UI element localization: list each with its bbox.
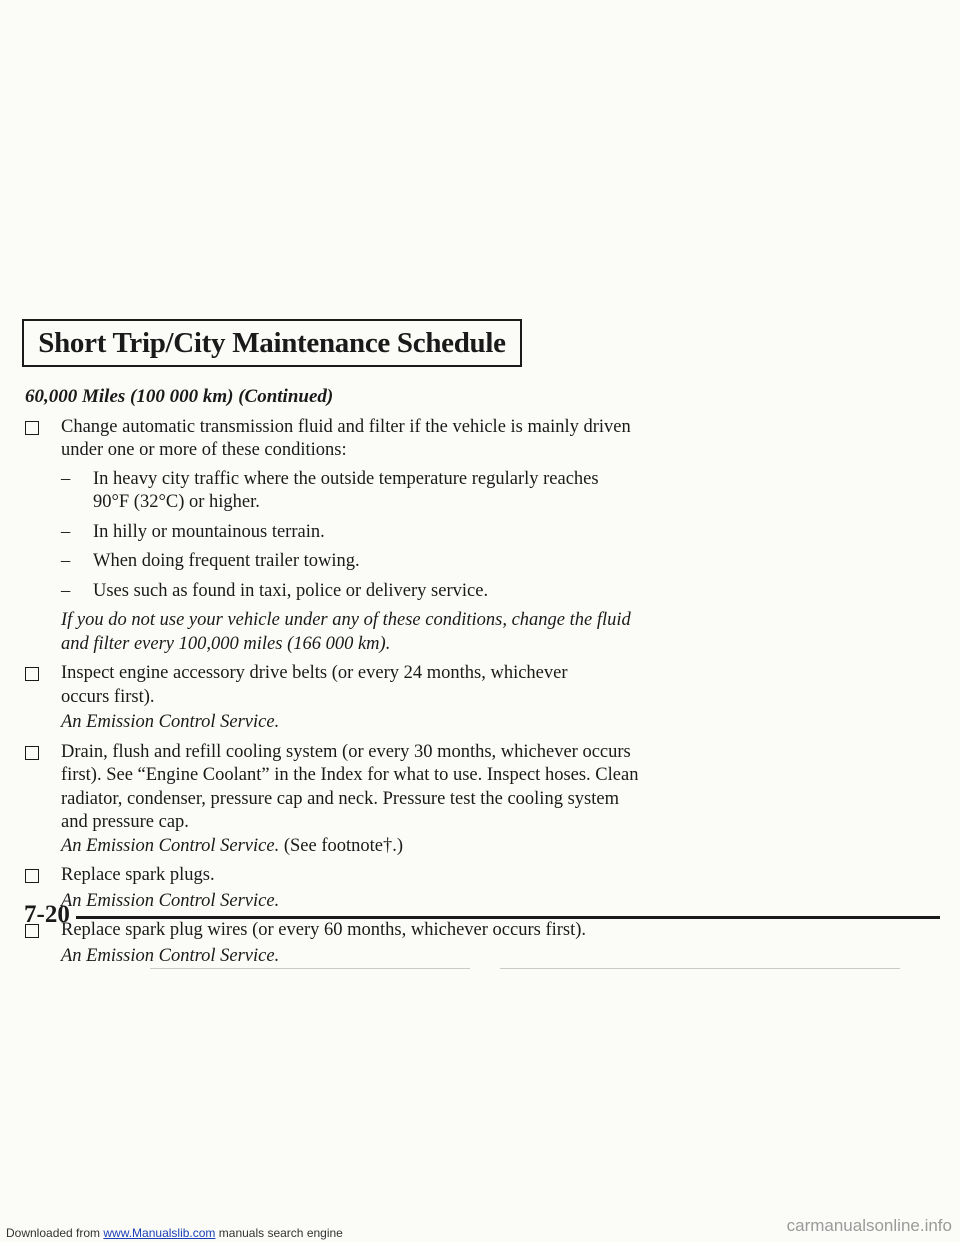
checkbox-icon[interactable]	[25, 421, 39, 435]
watermark-suffix: manuals search engine	[215, 1226, 343, 1240]
checklist-item-drive-belts	[25, 662, 925, 735]
emission-note-line	[61, 835, 925, 859]
page-footer	[24, 898, 940, 932]
condition-text: 90°F (32°C) or higher.	[93, 492, 260, 512]
item-text-line: occurs first).	[61, 686, 155, 707]
section-heading: 60,000 Miles (100 000 km) (Continued)	[25, 386, 334, 407]
item-text-line: Replace spark plug wires (or every 60 months, whichever occurs first).	[61, 920, 587, 940]
condition-list	[61, 468, 925, 604]
dash-bullet: –	[61, 521, 71, 542]
download-watermark	[6, 1226, 343, 1240]
condition-item	[61, 550, 925, 574]
checkbox-icon[interactable]	[25, 746, 39, 760]
condition-text: In heavy city traffic where the outside temperature regularly reaches	[93, 468, 599, 489]
emission-note: An Emission Control Service.	[61, 835, 280, 856]
manualslib-link[interactable]: www.Manualslib.com	[103, 1226, 216, 1240]
condition-text: When doing frequent trailer towing.	[93, 551, 360, 571]
page-title: Short Trip/City Maintenance Schedule	[38, 326, 506, 359]
emission-note: An Emission Control Service.	[61, 890, 280, 911]
footer-rule	[76, 916, 940, 919]
condition-text: Uses such as found in taxi, police or delivery service.	[93, 580, 489, 601]
item-text-line: radiator, condenser, pressure cap and neck. Pressure test the cooling system	[61, 788, 619, 809]
item-text-line: under one or more of these conditions:	[61, 440, 347, 460]
item-note: and filter every 100,000 miles (166 000 km).	[61, 633, 391, 654]
item-text-line: Change automatic transmission fluid and filter if the vehicle is mainly driven	[61, 416, 631, 437]
watermark-prefix: Downloaded from	[6, 1226, 104, 1240]
schedule-content	[25, 385, 925, 974]
page-title-box	[22, 319, 522, 367]
item-note: If you do not use your vehicle under any of these conditions, change the fluid	[61, 610, 631, 630]
item-text-line: and pressure cap.	[61, 812, 189, 832]
checkbox-icon[interactable]	[25, 869, 39, 883]
checklist-item-cooling-system	[25, 741, 925, 859]
item-text-line: Inspect engine accessory drive belts (or every 24 months, whichever	[61, 663, 568, 683]
dash-bullet: –	[61, 468, 71, 489]
checklist-item-transmission	[25, 416, 925, 657]
item-text-line: Replace spark plugs.	[61, 865, 215, 885]
condition-item	[61, 580, 925, 604]
checkbox-icon[interactable]	[25, 667, 39, 681]
emission-note: An Emission Control Service.	[61, 712, 280, 732]
site-watermark: carmanualsonline.info	[786, 1216, 952, 1235]
footnote-reference: (See footnote†.)	[279, 835, 404, 856]
scan-divider	[500, 968, 900, 969]
emission-note: An Emission Control Service.	[61, 945, 280, 966]
condition-text: In hilly or mountainous terrain.	[93, 521, 325, 542]
page-number: 7-20	[24, 901, 70, 928]
item-text-line: first). See “Engine Coolant” in the Index for what to use. Inspect hoses. Clean	[61, 765, 639, 785]
scan-divider	[150, 968, 470, 969]
dash-bullet: –	[61, 551, 71, 571]
item-text-line: Drain, flush and refill cooling system (or every 30 months, whichever occurs	[61, 741, 631, 762]
dash-bullet: –	[61, 580, 71, 601]
condition-item	[61, 468, 925, 515]
condition-item	[61, 521, 925, 545]
